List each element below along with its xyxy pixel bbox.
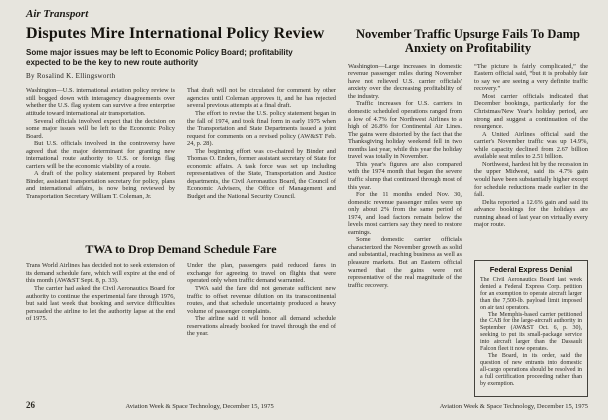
traffic-article-body <box>348 63 588 397</box>
main-article-subhead: Some major issues may be left to Economic Policy Board; profitability expected to be the key to new route authority <box>26 47 293 67</box>
twa-article-column-2: Under the plan, passengers paid reduced fares in exchange for agreeing to travel on flights that were operated only when traffic demand warranted. TWA said the fare did not generate sufficient new traffic to offset revenue dilution on its transcontinental routes, and that schedule uncertainty produced a heavy volume of passenger complaints. The airline said it will honor all demand schedule reservations already booked for travel through the end of the year. <box>187 262 336 338</box>
traffic-article-column-2: “The picture is fairly complicated,” the Eastern official said, “but it is probably fair to say we are seeing a very definite traffic recovery.” Most carrier officials indicated that December bookings, particularly for the Christmas/New Year's holiday period, are strong and suggest a continuation of the resurgence. A United Airlines official said the carrier's November traffic was up 14.9%, while capacity declined from 2.67 billion available seat miles to 2.51 billion. Northwest, hardest hit by the recession in the upper Midwest, said its 4.7% gain would have been substantially higher except for schedule reductions made earlier in the fall. Delta reported a 12.6% gain and said its advance bookings for the holidays are running ahead of last year on virtually every major route. <box>474 62 588 229</box>
main-article-byline: By Rosalind K. Ellingsworth <box>26 72 116 81</box>
twa-article-body <box>26 262 336 397</box>
federal-express-box <box>474 260 588 397</box>
footer-magazine-line-right: Aviation Week & Space Technology, December 15, 1975 <box>439 403 588 410</box>
main-article <box>26 25 336 397</box>
main-article-column-2: That draft will not be circulated for comment by other agencies until Coleman approves it, and he has rejected several previous attempts at a final draft. The effort to revise the U.S. policy statement began in the fall of 1974, and took final form in early 1975 when the Transportation and State Departments issued a joint request for comments on a revised policy (AW&ST Feb. 24, p. 28). The beginning effort was co-chaired by Binder and Thomas O. Enders, former assistant secretary of State for economic affairs. A task force was set up including representatives of the State, Transportation and Justice departments, the Civil Aeronautics Board, the Council of Economic Advisers, the Office of Management and Budget and the National Security Council. <box>187 87 336 201</box>
traffic-article-headline: November Traffic Upsurge Fails To Damp Anxiety on Profitability <box>356 27 580 56</box>
traffic-article <box>348 25 588 397</box>
twa-article-headline: TWA to Drop Demand Schedule Fare <box>85 242 277 257</box>
main-article-body <box>26 87 336 233</box>
traffic-article-column-2-wrap <box>474 63 588 397</box>
traffic-article-column-1: Washington—Large increases in domestic revenue passenger miles during November have not relieved U.S. carrier officials' anxiety over the decreasing profitability of the industry. Traffic increases for U.S. carriers in domestic scheduled operations ranged from a low of 4.7% for Northwest Airlines to a high of 26.8% for Continental Air Lines. The gains were distorted by the fact that the Thanksgiving holiday weekend fell in two months last year, while this year the holiday travel was totally in November. This year's figures are also compared with the 1974 month that began the severe traffic slump that continued through most of this year. For the 11 months ended Nov. 30, domestic revenue passenger miles were up only about 2% from the same period of 1974, and load factors remain below the levels most carriers say they need to restore earnings. Some domestic carrier officials characterized the November growth as solid and substantial, reaching business as well as pleasure markets. But an Eastern official warned that the gains were not representative of the real magnitude of the traffic recovery. <box>348 62 462 289</box>
page-content <box>26 25 588 397</box>
section-label: Air Transport <box>26 8 89 20</box>
federal-express-box-title: Federal Express Denial <box>489 264 573 274</box>
page-footer <box>26 400 588 413</box>
twa-article-column-1: Trans World Airlines has decided not to seek extension of its demand schedule fare, which will expire at the end of this month (AW&ST Sept. 8, p. 33). The carrier had asked the Civil Aeronautics Board for authority to continue the experimental fare through 1976, but said last week that booking and service difficulties persuaded the airline to let the authority lapse at the end of 1975. <box>26 262 175 323</box>
main-article-column-1: Washington—U.S. international aviation policy review is still bogged down with interagency disagreements over whether the U.S. flag system can survive a free enterprise attitude toward international air transportation. Several officials involved expect that the decision on some major issues will be left to the Economic Policy Board. But U.S. officials involved in the controversy have agreed that the major determinant for granting new international route authority to U.S. or foreign flag carriers will be the economic viability of a route. A draft of the policy statement prepared by Robert Binder, assistant transportation secretary for policy, plans and international affairs, is now being reviewed by Transportation Secretary William T. Coleman, Jr. <box>26 87 175 201</box>
federal-express-box-body: The Civil Aeronautics Board last week denied a Federal Express Corp. petition for an exemption to operate aircraft larger than the 7,500-lb. payload limit imposed on air taxi operators. The Memphis-based carrier petitioned the CAB for the large-aircraft authority in September (AW&ST Oct. 6, p. 30), seeking to put its small-package service into aircraft larger than the Dassault Falcon fleet it now operates. The Board, in its order, said the question of new entrants into domestic all-cargo operations should be resolved in a full certification proceeding rather than by exemption. <box>480 276 582 388</box>
main-article-headline: Disputes Mire International Policy Review <box>26 25 325 42</box>
footer-magazine-line-left: Aviation Week & Space Technology, December 15, 1975 <box>125 403 274 410</box>
page-number: 26 <box>26 400 35 410</box>
